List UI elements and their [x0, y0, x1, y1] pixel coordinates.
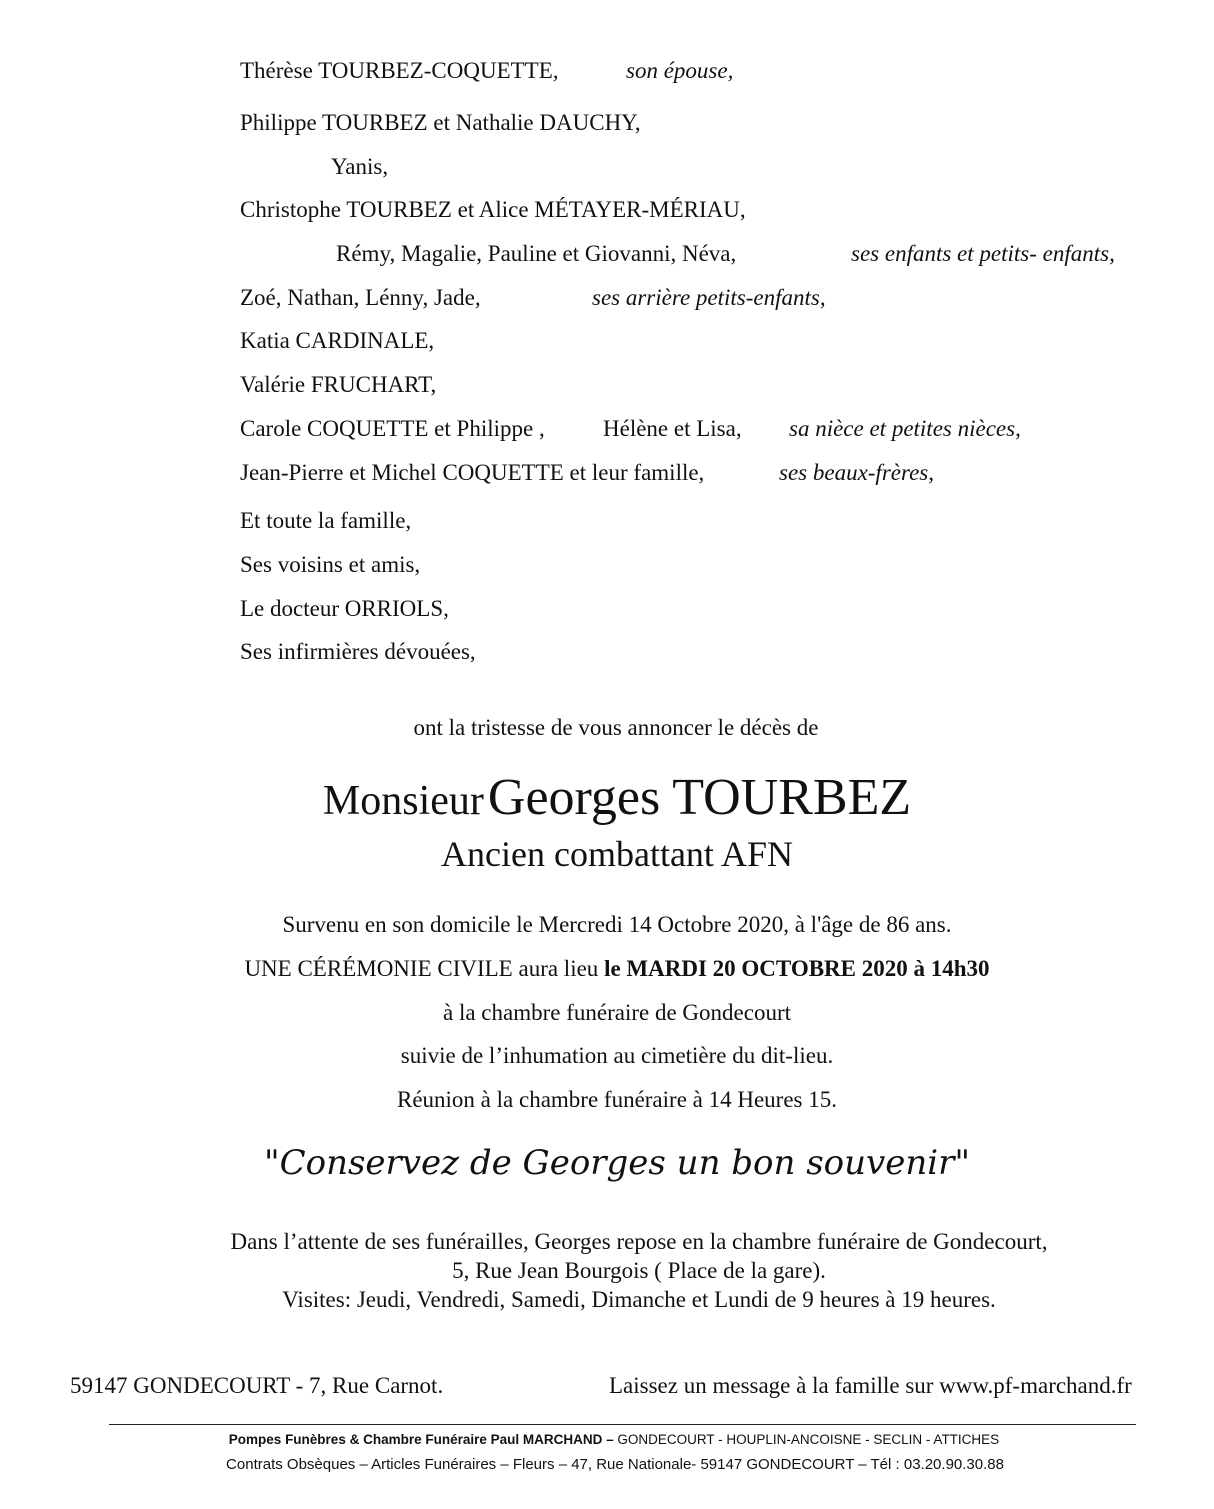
- relation-great-grandchildren: ses arrière petits-enfants,: [592, 285, 826, 310]
- family-line-7: Katia CARDINALE,: [240, 328, 435, 353]
- footer-company-line: [7, 1430, 1214, 1450]
- family-line-2: Philippe TOURBEZ et Nathalie DAUCHY,: [240, 110, 641, 135]
- ceremony-line: [10, 955, 1214, 983]
- deceased-heading: [10, 768, 1214, 840]
- family-line-11: Et toute la famille,: [240, 508, 412, 533]
- deceased-title: Monsieur: [322, 778, 484, 824]
- relation-children: ses enfants et petits- enfants,: [851, 241, 1115, 266]
- family-line-4: Christophe TOURBEZ et Alice MÉTAYER-MÉRIAU,: [240, 197, 746, 222]
- death-details: Survenu en son domicile le Mercredi 14 Octobre 2020, à l'âge de 86 ans.: [282, 912, 952, 937]
- family-line-8: Valérie FRUCHART,: [240, 372, 437, 397]
- announcement: ont la tristesse de vous annoncer le décès de: [413, 715, 819, 740]
- footer-locations: GONDECOURT - HOUPLIN-ANCOISNE - SECLIN - ATTICHES: [613, 1432, 1000, 1447]
- footer-divider: [109, 1424, 1136, 1425]
- visit-address: 5, Rue Jean Bourgois ( Place de la gare).: [452, 1258, 826, 1283]
- ceremony-date: le MARDI 20 OCTOBRE 2020 à 14h30: [604, 956, 990, 981]
- deceased-name: Georges TOURBEZ: [487, 769, 912, 826]
- deceased-subtitle: Ancien combattant AFN: [441, 834, 793, 874]
- relation-brothers-in-law: ses beaux-frères,: [779, 460, 934, 485]
- family-line-3: Yanis,: [331, 154, 389, 179]
- relation-nieces: sa nièce et petites nièces,: [789, 416, 1021, 441]
- footer-services: Contrats Obsèques – Articles Funéraires – Fleurs – 47, Rue Nationale- 59147 GONDECOURT – Tél : 03.20.90.30.88: [226, 1456, 1004, 1473]
- ceremony-prefix: UNE CÉRÉMONIE CIVILE aura lieu: [244, 956, 605, 981]
- footer-company: Pompes Funèbres & Chambre Funéraire Paul MARCHAND –: [228, 1432, 614, 1447]
- family-line-9-extra: Hélène et Lisa,: [603, 416, 742, 441]
- contact-message[interactable]: Laissez un message à la famille sur www.pf-marchand.fr: [609, 1373, 1132, 1398]
- family-line-6: Zoé, Nathan, Lénny, Jade,: [240, 285, 481, 310]
- ceremony-place: à la chambre funéraire de Gondecourt: [442, 1000, 791, 1025]
- family-line-10: Jean-Pierre et Michel COQUETTE et leur famille,: [240, 460, 705, 485]
- family-line-5: Rémy, Magalie, Pauline et Giovanni, Néva,: [336, 241, 737, 266]
- family-line-9: Carole COQUETTE et Philippe ,: [240, 416, 545, 441]
- family-line-14: Ses infirmières dévouées,: [240, 639, 476, 664]
- family-line-12: Ses voisins et amis,: [240, 552, 421, 577]
- family-line-1: Thérèse TOURBEZ-COQUETTE,: [240, 58, 559, 83]
- visit-hours: Visites: Jeudi, Vendredi, Samedi, Dimanche et Lundi de 9 heures à 19 heures.: [282, 1287, 996, 1312]
- contact-address: 59147 GONDECOURT - 7, Rue Carnot.: [70, 1373, 444, 1398]
- burial-line: suivie de l’inhumation au cimetière du dit-lieu.: [400, 1043, 834, 1068]
- meeting-line: Réunion à la chambre funéraire à 14 Heures 15.: [396, 1087, 837, 1112]
- visit-line-1: Dans l’attente de ses funérailles, Georges repose en la chambre funéraire de Gondecourt,: [230, 1229, 1048, 1254]
- relation-spouse: son épouse,: [626, 58, 734, 83]
- memorial-quote: "Conservez de Georges un bon souvenir": [263, 1143, 971, 1183]
- family-line-13: Le docteur ORRIOLS,: [240, 596, 449, 621]
